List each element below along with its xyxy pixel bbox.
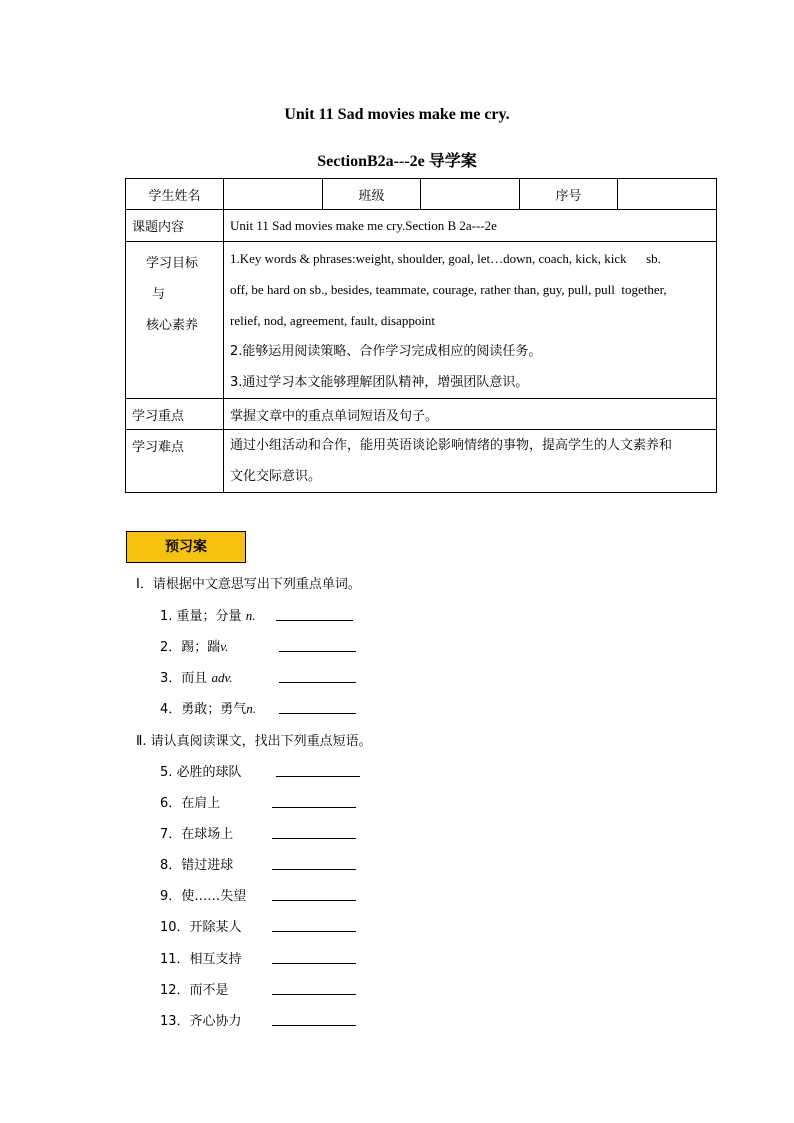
item-chinese: 使……失望 xyxy=(181,889,247,904)
section-2-heading: Ⅱ. 请认真阅读课文，找出下列重点短语。 xyxy=(136,734,372,749)
answer-blank[interactable] xyxy=(272,963,356,964)
item-number: 10． xyxy=(160,920,190,935)
list-item xyxy=(160,1010,242,1029)
answer-blank[interactable] xyxy=(272,994,356,995)
answer-blank[interactable] xyxy=(272,807,356,808)
list-item xyxy=(160,636,228,655)
info-table xyxy=(125,178,717,493)
item-chinese: 重量；分量 xyxy=(176,609,242,624)
item-chinese: 开除某人 xyxy=(189,920,242,935)
item-number: 3． xyxy=(160,671,182,686)
seat-label: 序号 xyxy=(520,179,618,210)
seat-cell[interactable] xyxy=(618,179,717,210)
list-item xyxy=(160,948,242,967)
subtitle-guide: 导学案 xyxy=(428,151,477,170)
goal-line: 1.Key words & phrases:weight, shoulder, goal, let…down, coach, kick, kick sb. xyxy=(230,251,661,266)
answer-blank[interactable] xyxy=(279,713,356,714)
goal-label xyxy=(126,242,224,399)
goal-content xyxy=(224,242,717,399)
list-item xyxy=(160,854,233,873)
answer-blank[interactable] xyxy=(272,931,356,932)
item-chinese: 相互支持 xyxy=(189,952,242,967)
table-row xyxy=(126,242,717,399)
item-chinese: 必胜的球队 xyxy=(176,765,242,780)
answer-blank[interactable] xyxy=(272,869,356,870)
item-chinese: 而且 xyxy=(181,671,208,686)
table-row xyxy=(126,430,717,493)
answer-blank[interactable] xyxy=(279,651,356,652)
item-number: 8． xyxy=(160,858,182,873)
answer-blank[interactable] xyxy=(272,1025,356,1026)
goal-label-line: 学习目标 xyxy=(146,256,199,271)
class-label: 班级 xyxy=(323,179,421,210)
list-item xyxy=(160,698,256,717)
table-row xyxy=(126,210,717,242)
item-number: 2． xyxy=(160,640,182,655)
list-item xyxy=(160,667,233,686)
item-chinese: 勇敢；勇气 xyxy=(181,702,247,717)
difficult-points-value xyxy=(224,430,717,493)
list-item xyxy=(160,792,220,811)
item-pos: v. xyxy=(220,639,229,654)
item-number: 11． xyxy=(160,952,190,967)
list-item xyxy=(160,605,255,624)
item-chinese: 踢；踹 xyxy=(181,640,221,655)
item-number: 5. xyxy=(160,765,173,780)
list-item xyxy=(160,885,246,904)
list-item xyxy=(160,916,242,935)
item-number: 13． xyxy=(160,1014,190,1029)
item-chinese: 在球场上 xyxy=(181,827,234,842)
list-item xyxy=(160,979,229,998)
item-chinese: 错过进球 xyxy=(181,858,234,873)
item-number: 4． xyxy=(160,702,182,717)
document-title: Unit 11 Sad movies make me cry. xyxy=(284,106,510,123)
item-number: 6． xyxy=(160,796,182,811)
topic-value: Unit 11 Sad movies make me cry.Section B 2a---2e xyxy=(224,210,717,242)
table-row xyxy=(126,399,717,430)
answer-blank[interactable] xyxy=(279,682,356,683)
goal-label-line: 核心素养 xyxy=(146,318,199,333)
difficult-points-label: 学习难点 xyxy=(126,430,224,493)
table-row xyxy=(126,179,717,210)
answer-blank[interactable] xyxy=(272,838,356,839)
class-cell[interactable] xyxy=(421,179,520,210)
item-pos: n. xyxy=(245,608,256,623)
item-chinese: 而不是 xyxy=(189,983,229,998)
list-item xyxy=(160,823,233,842)
item-number: 9． xyxy=(160,889,182,904)
item-pos: n. xyxy=(246,701,257,716)
difficult-line: 通过小组活动和合作，能用英语谈论影响情绪的事物，提高学生的人文素养和 xyxy=(230,438,673,453)
item-chinese: 齐心协力 xyxy=(189,1014,242,1029)
goal-line: 2.能够运用阅读策略、合作学习完成相应的阅读任务。 xyxy=(230,344,542,359)
item-number: 1. xyxy=(160,609,173,624)
item-chinese: 在肩上 xyxy=(181,796,221,811)
goal-line: relief, nod, agreement, fault, disappoint xyxy=(230,313,436,328)
topic-label: 课题内容 xyxy=(126,210,224,242)
student-name-label: 学生姓名 xyxy=(126,179,224,210)
subtitle-section: SectionB2a---2e xyxy=(317,153,425,170)
answer-blank[interactable] xyxy=(272,900,356,901)
goal-line: off, be hard on sb., besides, teammate, courage, rather than, guy, pull, pull together, xyxy=(230,282,667,297)
section-1-heading: Ⅰ．请根据中文意思写出下列重点单词。 xyxy=(136,577,361,592)
key-points-value: 掌握文章中的重点单词短语及句子。 xyxy=(224,399,717,430)
preview-heading: 预习案 xyxy=(126,531,246,563)
item-pos: adv. xyxy=(211,670,233,685)
key-points-label: 学习重点 xyxy=(126,399,224,430)
list-item xyxy=(160,761,242,780)
goal-label-line: 与 xyxy=(152,287,166,302)
student-name-cell[interactable] xyxy=(224,179,323,210)
answer-blank[interactable] xyxy=(276,620,353,621)
item-number: 7． xyxy=(160,827,182,842)
document-subtitle xyxy=(0,148,794,171)
goal-line: 3.通过学习本文能够理解团队精神，增强团队意识。 xyxy=(230,375,529,390)
answer-blank[interactable] xyxy=(276,776,360,777)
item-number: 12． xyxy=(160,983,190,998)
difficult-line: 文化交际意识。 xyxy=(230,469,322,484)
